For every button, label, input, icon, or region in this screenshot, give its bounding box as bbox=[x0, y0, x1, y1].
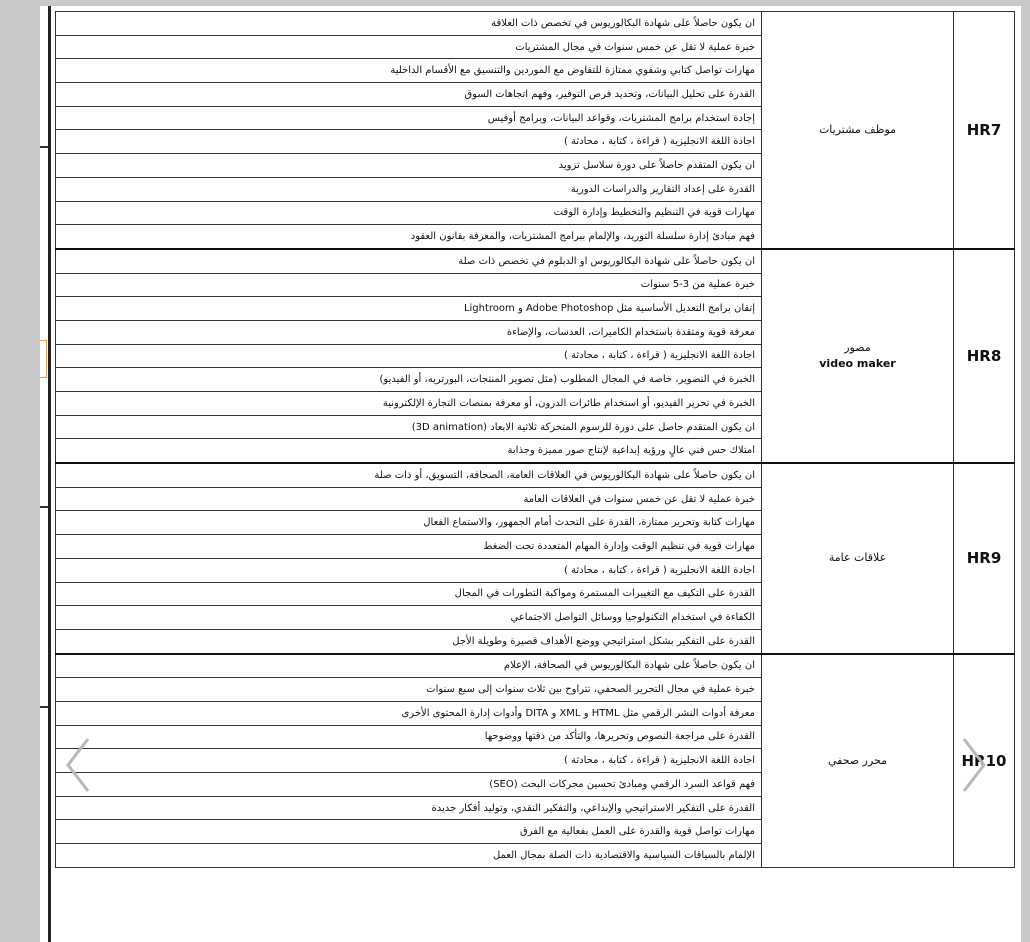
job-title-cell bbox=[762, 249, 954, 463]
requirement-cell: خبرة عملية لا تقل عن خمس سنوات في العلاقات العامة bbox=[56, 487, 762, 511]
jobs-requirements-table bbox=[55, 11, 1015, 868]
margin-tick bbox=[40, 706, 48, 708]
prev-page-button[interactable] bbox=[64, 735, 92, 795]
requirement-cell: مهارات قوية في تنظيم الوقت وإدارة المهام المتعددة تحت الضغط bbox=[56, 535, 762, 559]
job-code-cell: HR8 bbox=[954, 249, 1015, 463]
margin-rule bbox=[48, 6, 51, 942]
job-title: محرر صحفي bbox=[827, 753, 888, 767]
document-page bbox=[40, 6, 1021, 942]
requirement-cell: ان يكون المتقدم حاصلاً على دورة سلاسل تزويد bbox=[56, 154, 762, 178]
requirement-cell: ان يكون حاصلاً على شهادة البكالوريوس في العلاقات العامة، الصحافة، التسويق، أو ذات صلة bbox=[56, 463, 762, 487]
job-code-cell: HR10 bbox=[954, 654, 1015, 868]
job-title-cell bbox=[762, 12, 954, 249]
requirement-cell: مهارات كتابة وتحرير ممتازة، القدرة على التحدث أمام الجمهور، والاستماع الفعال bbox=[56, 511, 762, 535]
job-title: مصور bbox=[844, 340, 871, 354]
requirement-cell: القدرة على تحليل البيانات، وتحديد فرص التوفير، وفهم اتجاهات السوق bbox=[56, 83, 762, 107]
job-title: علاقات عامة bbox=[828, 551, 887, 565]
requirement-cell: امتلاك حس فني عالٍ ورؤية إبداعية لإنتاج صور مميزة وجذابة bbox=[56, 439, 762, 463]
requirement-cell: إجادة استخدام برامج المشتريات، وقواعد البيانات، وبرامج أوفيس bbox=[56, 106, 762, 130]
requirement-cell: الخبرة في تحرير الفيديو، أو استخدام طائرات الدرون، أو معرفة بمنصات التجارة الإلكترونية bbox=[56, 392, 762, 416]
chevron-left-icon bbox=[64, 735, 92, 795]
job-code-cell: HR7 bbox=[954, 12, 1015, 249]
table-row bbox=[56, 249, 1015, 273]
requirement-cell: إتقان برامج التعديل الأساسية مثل Adobe Photoshop و Lightroom bbox=[56, 297, 762, 321]
requirement-cell: القدرة على التكيف مع التغييرات المستمرة ومواكبة التطورات في المجال bbox=[56, 582, 762, 606]
job-title-english: video maker bbox=[819, 356, 896, 370]
requirement-cell: خبرة عملية لا تقل عن خمس سنوات في مجال المشتريات bbox=[56, 35, 762, 59]
requirement-cell: خبرة عملية من 3-5 سنوات bbox=[56, 273, 762, 297]
requirement-cell: فهم مبادئ إدارة سلسلة التوريد، والإلمام ببرامج المشتريات، والمعرفة بقانون العقود bbox=[56, 225, 762, 249]
table-row bbox=[56, 654, 1015, 678]
job-title: موظف مشتريات bbox=[818, 122, 897, 136]
requirement-cell: ان يكون حاصلاً على شهادة البكالوريوس في الصحافة، الإعلام bbox=[56, 654, 762, 678]
requirement-cell: القدرة على مراجعة النصوص وتحريرها، والتأكد من دقتها ووضوحها bbox=[56, 725, 762, 749]
margin-tick bbox=[40, 146, 48, 148]
requirement-cell: القدرة على التفكير بشكل استراتيجي ووضع الأهداف قصيرة وطويلة الأجل bbox=[56, 629, 762, 653]
requirement-cell: ان يكون حاصلاً على شهادة البكالوريوس في تخصص ذات العلاقة bbox=[56, 12, 762, 36]
requirement-cell: اجادة اللغة الانجليزية ( قراءة ، كتابة ، محادثة ) bbox=[56, 130, 762, 154]
requirement-cell: اجادة اللغة الانجليزية ( قراءة ، كتابة ، محادثة ) bbox=[56, 558, 762, 582]
requirement-cell: الكفاءة في استخدام التكنولوجيا ووسائل التواصل الاجتماعي bbox=[56, 606, 762, 630]
requirement-cell: القدرة على إعداد التقارير والدراسات الدورية bbox=[56, 177, 762, 201]
requirement-cell: الخبرة في التصوير، خاصة في المجال المطلوب (مثل تصوير المنتجات، البورتريه، أو الفيديو) bbox=[56, 368, 762, 392]
margin-tick bbox=[40, 506, 48, 508]
requirement-cell: اجادة اللغة الانجليزية ( قراءة ، كتابة ، محادثة ) bbox=[56, 749, 762, 773]
requirement-cell: مهارات تواصل كتابي وشفوي ممتازة للتفاوض مع الموردين والتنسيق مع الأقسام الداخلية bbox=[56, 59, 762, 83]
requirement-cell: مهارات تواصل قوية والقدرة على العمل بفعالية مع الفرق bbox=[56, 820, 762, 844]
table-row bbox=[56, 463, 1015, 487]
job-title-cell bbox=[762, 463, 954, 654]
job-title-cell bbox=[762, 654, 954, 868]
requirement-cell: اجادة اللغة الانجليزية ( قراءة ، كتابة ، محادثة ) bbox=[56, 344, 762, 368]
requirement-cell: مهارات قوية في التنظيم والتخطيط وإدارة الوقت bbox=[56, 201, 762, 225]
margin-marker bbox=[40, 340, 47, 378]
chevron-right-icon bbox=[960, 735, 988, 795]
table-row bbox=[56, 12, 1015, 36]
job-code-cell: HR9 bbox=[954, 463, 1015, 654]
next-page-button[interactable] bbox=[960, 735, 988, 795]
requirement-cell: ان يكون المتقدم حاصل على دورة للرسوم المتحركة ثلاثية الابعاد (3D animation) bbox=[56, 415, 762, 439]
requirement-cell: ان يكون حاصلاً على شهادة البكالوريوس او الدبلوم في تخصص ذات صلة bbox=[56, 249, 762, 273]
requirement-cell: فهم قواعد السرد الرقمي ومبادئ تحسين محركات البحث (SEO) bbox=[56, 773, 762, 797]
requirement-cell: القدرة على التفكير الاستراتيجي والإبداعي، والتفكير النقدي، وتوليد أفكار جديدة bbox=[56, 796, 762, 820]
requirement-cell: معرفة قوية ومتقدة باستخدام الكاميرات، العدسات، والإضاءة bbox=[56, 320, 762, 344]
requirement-cell: الإلمام بالسياقات السياسية والاقتصادية ذات الصلة بمجال العمل bbox=[56, 844, 762, 868]
requirement-cell: خبرة عملية في مجال التحرير الصحفي، تتراوح بين ثلاث سنوات إلى سبع سنوات bbox=[56, 678, 762, 702]
requirement-cell: معرفة أدوات النشر الرقمي مثل HTML و XML و DITA وأدوات إدارة المحتوى الأخرى bbox=[56, 701, 762, 725]
